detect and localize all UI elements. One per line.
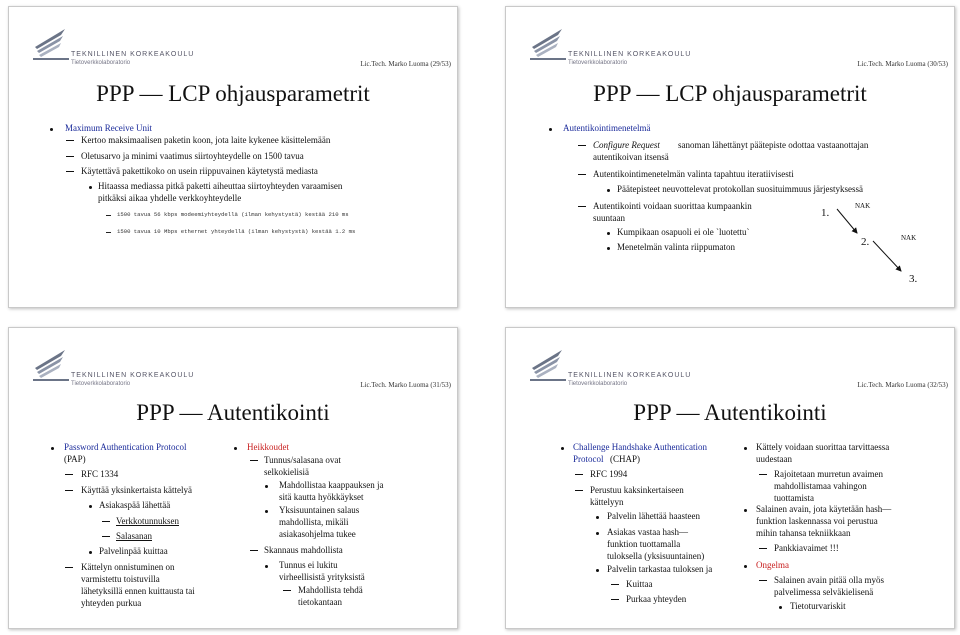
bullet-line: Protocol bbox=[573, 454, 604, 464]
sub-sub-line: pitkäksi aikaa yhdelle verkkoyhteydelle bbox=[98, 193, 242, 203]
dash-icon bbox=[759, 580, 767, 581]
page-number: Lic.Tech. Marko Luoma (32/53) bbox=[857, 381, 948, 389]
sub-line: tuottamista bbox=[774, 493, 814, 503]
sub-line: Tunnus/salasana ovat bbox=[264, 455, 341, 465]
bullet-icon bbox=[596, 516, 599, 519]
sub-sub-sub-line: Purkaa yhteyden bbox=[626, 594, 687, 604]
sub-line: lähetyksillä ennen kuittausta tai bbox=[81, 586, 195, 596]
dash-icon bbox=[611, 584, 619, 585]
sub-line: Autentikointi voidaan suorittaa kumpaankin bbox=[593, 201, 752, 211]
bullet-icon bbox=[607, 247, 610, 250]
bullet-icon bbox=[607, 232, 610, 235]
sub-sub-line: mahdollista, mikäli bbox=[279, 517, 349, 527]
bullet-icon bbox=[89, 505, 92, 508]
bullet-icon bbox=[549, 128, 552, 131]
sub-line: kättelyyn bbox=[590, 497, 624, 507]
sub-sub-line: Päätepisteet neuvottelevat protokollan suosituimmuus järjestyksessä bbox=[617, 184, 863, 194]
slide-31 bbox=[8, 327, 458, 629]
sub-sub-sub-line: tietokantaan bbox=[298, 597, 342, 607]
sub-line: Skannaus mahdollista bbox=[264, 545, 343, 555]
step-3-label: 3. bbox=[909, 273, 918, 285]
logo-emblem-icon bbox=[31, 21, 71, 61]
bullet-icon bbox=[51, 447, 54, 450]
page-number: Lic.Tech. Marko Luoma (31/53) bbox=[360, 381, 451, 389]
sub-line: Rajoitetaan murretun avaimen bbox=[774, 469, 883, 479]
step-2-label: 2. bbox=[861, 236, 870, 248]
sub-line: Kättelyn onnistuminen on bbox=[81, 562, 175, 572]
bullet-icon bbox=[89, 186, 92, 189]
bullet-line: Kättely voidaan suorittaa tarvittaessa bbox=[756, 442, 890, 452]
dash-icon bbox=[250, 550, 258, 551]
sub-sub-line: Tunnus ei lukitu bbox=[279, 560, 338, 570]
bullet-icon bbox=[265, 485, 268, 488]
dash-icon bbox=[283, 590, 291, 591]
sub-line: Autentikointimenetelmän valinta tapahtuu iteratiivisesti bbox=[593, 169, 794, 179]
bullet-line: Heikkoudet bbox=[247, 442, 289, 452]
dash-icon bbox=[106, 232, 111, 233]
sub-sub-line: Menetelmän valinta riippumaton bbox=[617, 242, 735, 252]
sub-sub-line: funktion tuottamalla bbox=[607, 539, 681, 549]
sub-line: Pankkiavaimet !!! bbox=[774, 543, 839, 553]
bullet-line: Password Authentication Protocol bbox=[64, 442, 187, 452]
bullet-line: Salainen avain, jota käytetään hash— bbox=[756, 504, 892, 514]
university-logo bbox=[528, 21, 708, 71]
dash-icon bbox=[250, 460, 258, 461]
slide-title: PPP — Autentikointi bbox=[136, 400, 330, 425]
bullet-icon bbox=[265, 565, 268, 568]
sub-sub-line: Tietoturvariskit bbox=[790, 601, 846, 611]
bullet-line: uudestaan bbox=[756, 454, 792, 464]
sub-line: mahdollistamaa vahingon bbox=[774, 481, 867, 491]
university-logo bbox=[31, 342, 211, 392]
sub-line: yhteyden purkua bbox=[81, 598, 142, 608]
sub-sub-line: Palvelin tarkastaa tuloksen ja bbox=[607, 564, 713, 574]
bullet-icon bbox=[607, 189, 610, 192]
page-number: Lic.Tech. Marko Luoma (29/53) bbox=[360, 60, 451, 68]
logo-emblem-icon bbox=[528, 342, 568, 382]
bullet-icon bbox=[779, 606, 782, 609]
bullet-icon bbox=[234, 447, 237, 450]
bullet-line: Autentikointimenetelmä bbox=[563, 123, 651, 133]
logo-emblem-icon bbox=[31, 342, 71, 382]
sub-sub-sub-line: Salasanan bbox=[116, 531, 152, 541]
sub-line: varmistettu toistuvilla bbox=[81, 574, 160, 584]
sub-line: Käytettävä pakettikoko on usein riippuvainen käytetystä mediasta bbox=[81, 166, 318, 176]
logo-emblem-icon bbox=[528, 21, 568, 61]
sub-sub-line: Hitaassa mediassa pitkä paketti aiheuttaa siirtoyhteyden varaamisen bbox=[98, 181, 343, 191]
dash-icon bbox=[759, 548, 767, 549]
dash-icon bbox=[66, 171, 74, 172]
bullet-line: Ongelma bbox=[756, 560, 789, 570]
bullet-icon bbox=[744, 509, 747, 512]
bullet-line: (CHAP) bbox=[610, 454, 641, 464]
bullet-icon bbox=[89, 551, 92, 554]
university-logo bbox=[31, 21, 211, 71]
sub-sub-line: Asiakaspää lähettää bbox=[99, 500, 171, 510]
dash-icon bbox=[65, 474, 73, 475]
sub-sub-line: Yksisuuntainen salaus bbox=[279, 505, 360, 515]
sub-line: selkokielisiä bbox=[264, 467, 309, 477]
bullet-line: Maximum Receive Unit bbox=[65, 123, 152, 133]
sub-sub-line: Kumpikaan osapuoli ei ole `luotettu` bbox=[617, 227, 750, 237]
bullet-line: (PAP) bbox=[64, 454, 86, 464]
sub-sub-sub-line: Mahdollista tehdä bbox=[298, 585, 363, 595]
dash-icon bbox=[611, 599, 619, 600]
bullet-line: Challenge Handshake Authentication bbox=[573, 442, 707, 452]
bullet-icon bbox=[50, 128, 53, 131]
logo-line-1: TEKNILLINEN KORKEAKOULU bbox=[568, 51, 692, 58]
bullet-icon bbox=[596, 532, 599, 535]
dash-icon bbox=[66, 140, 74, 141]
dash-icon bbox=[102, 536, 110, 537]
bullet-icon bbox=[596, 569, 599, 572]
bullet-icon bbox=[744, 565, 747, 568]
bullet-icon bbox=[265, 510, 268, 513]
sub-sub-line: Palvelin lähettää haasteen bbox=[607, 511, 700, 521]
sub-sub-line: Palvelinpää kuittaa bbox=[99, 546, 168, 556]
university-logo bbox=[528, 342, 708, 392]
slide-29 bbox=[8, 6, 458, 308]
sub-sub-sub-line: Kuittaa bbox=[626, 579, 653, 589]
sub-line: Käyttää yksinkertaista kättelyä bbox=[81, 485, 192, 495]
sub-line: sanoman lähettänyt päätepiste odottaa vastaanottajan bbox=[678, 140, 869, 150]
slide-title: PPP — LCP ohjausparametrit bbox=[593, 81, 867, 106]
dash-icon bbox=[102, 521, 110, 522]
sub-line: RFC 1334 bbox=[81, 469, 119, 479]
bullet-line: funktion laskennassa voi perustua bbox=[756, 516, 878, 526]
bullet-icon bbox=[744, 447, 747, 450]
logo-line-2: Tietoverkkolaboratorio bbox=[71, 60, 131, 66]
logo-line-2: Tietoverkkolaboratorio bbox=[568, 381, 628, 387]
slide-title: PPP — Autentikointi bbox=[633, 400, 827, 425]
sub-line-italic: Configure Request bbox=[593, 140, 660, 150]
dash-icon bbox=[65, 567, 73, 568]
sub-line: autentikoivan itsensä bbox=[593, 152, 669, 162]
sub-sub-sub-line: Verkkotunnuksen bbox=[116, 516, 179, 526]
dash-icon bbox=[575, 490, 583, 491]
dash-icon bbox=[578, 174, 586, 175]
dash-icon bbox=[106, 215, 111, 216]
bullet-icon bbox=[561, 447, 564, 450]
sub-line: Salainen avain pitää olla myös bbox=[774, 575, 884, 585]
slide-32 bbox=[505, 327, 955, 629]
sub-sub-line: Mahdollistaa kaappauksen ja bbox=[279, 480, 384, 490]
sub-sub-line: tuloksella (yksisuuntainen) bbox=[607, 551, 705, 561]
dash-icon bbox=[65, 490, 73, 491]
logo-line-1: TEKNILLINEN KORKEAKOULU bbox=[71, 51, 195, 58]
dash-icon bbox=[759, 474, 767, 475]
logo-line-1: TEKNILLINEN KORKEAKOULU bbox=[568, 372, 692, 379]
logo-line-1: TEKNILLINEN KORKEAKOULU bbox=[71, 372, 195, 379]
sub-sub-line: asiakasohjelma tukee bbox=[279, 529, 356, 539]
sub-line: suuntaan bbox=[593, 213, 625, 223]
example-line: 1500 tavua 10 Mbps ethernet yhteydellä (ilman kehystystä) kestää 1.2 ms bbox=[117, 228, 356, 235]
dash-icon bbox=[66, 156, 74, 157]
slide-title: PPP — LCP ohjausparametrit bbox=[96, 81, 370, 106]
nak-negotiation-diagram bbox=[791, 191, 941, 301]
sub-line: RFC 1994 bbox=[590, 469, 628, 479]
sub-line: palvelimessa selväkielisenä bbox=[774, 587, 874, 597]
sub-sub-line: sitä kautta hyökkäykset bbox=[279, 492, 364, 502]
sub-line: Kertoo maksimaalisen paketin koon, jota laite kykenee käsittelemään bbox=[81, 135, 331, 145]
dash-icon bbox=[575, 474, 583, 475]
logo-line-2: Tietoverkkolaboratorio bbox=[568, 60, 628, 66]
dash-icon bbox=[578, 145, 586, 146]
nak-label: NAK bbox=[855, 202, 871, 210]
sub-line: Oletusarvo ja minimi vaatimus siirtoyhteydelle on 1500 tavua bbox=[81, 151, 304, 161]
step-1-label: 1. bbox=[821, 207, 830, 219]
page-number: Lic.Tech. Marko Luoma (30/53) bbox=[857, 60, 948, 68]
sub-sub-line: virheellisistä yrityksistä bbox=[279, 572, 365, 582]
example-line: 1500 tavua 56 kbps modeemiyhteydellä (ilman kehystystä) kestää 210 ms bbox=[117, 211, 349, 218]
bullet-line: mihin tahansa tekniikkaan bbox=[756, 528, 851, 538]
dash-icon bbox=[578, 206, 586, 207]
logo-line-2: Tietoverkkolaboratorio bbox=[71, 381, 131, 387]
sub-line: Perustuu kaksinkertaiseen bbox=[590, 485, 684, 495]
slide-30 bbox=[505, 6, 955, 308]
sub-sub-line: Asiakas vastaa hash— bbox=[607, 527, 688, 537]
nak-label: NAK bbox=[901, 234, 917, 242]
